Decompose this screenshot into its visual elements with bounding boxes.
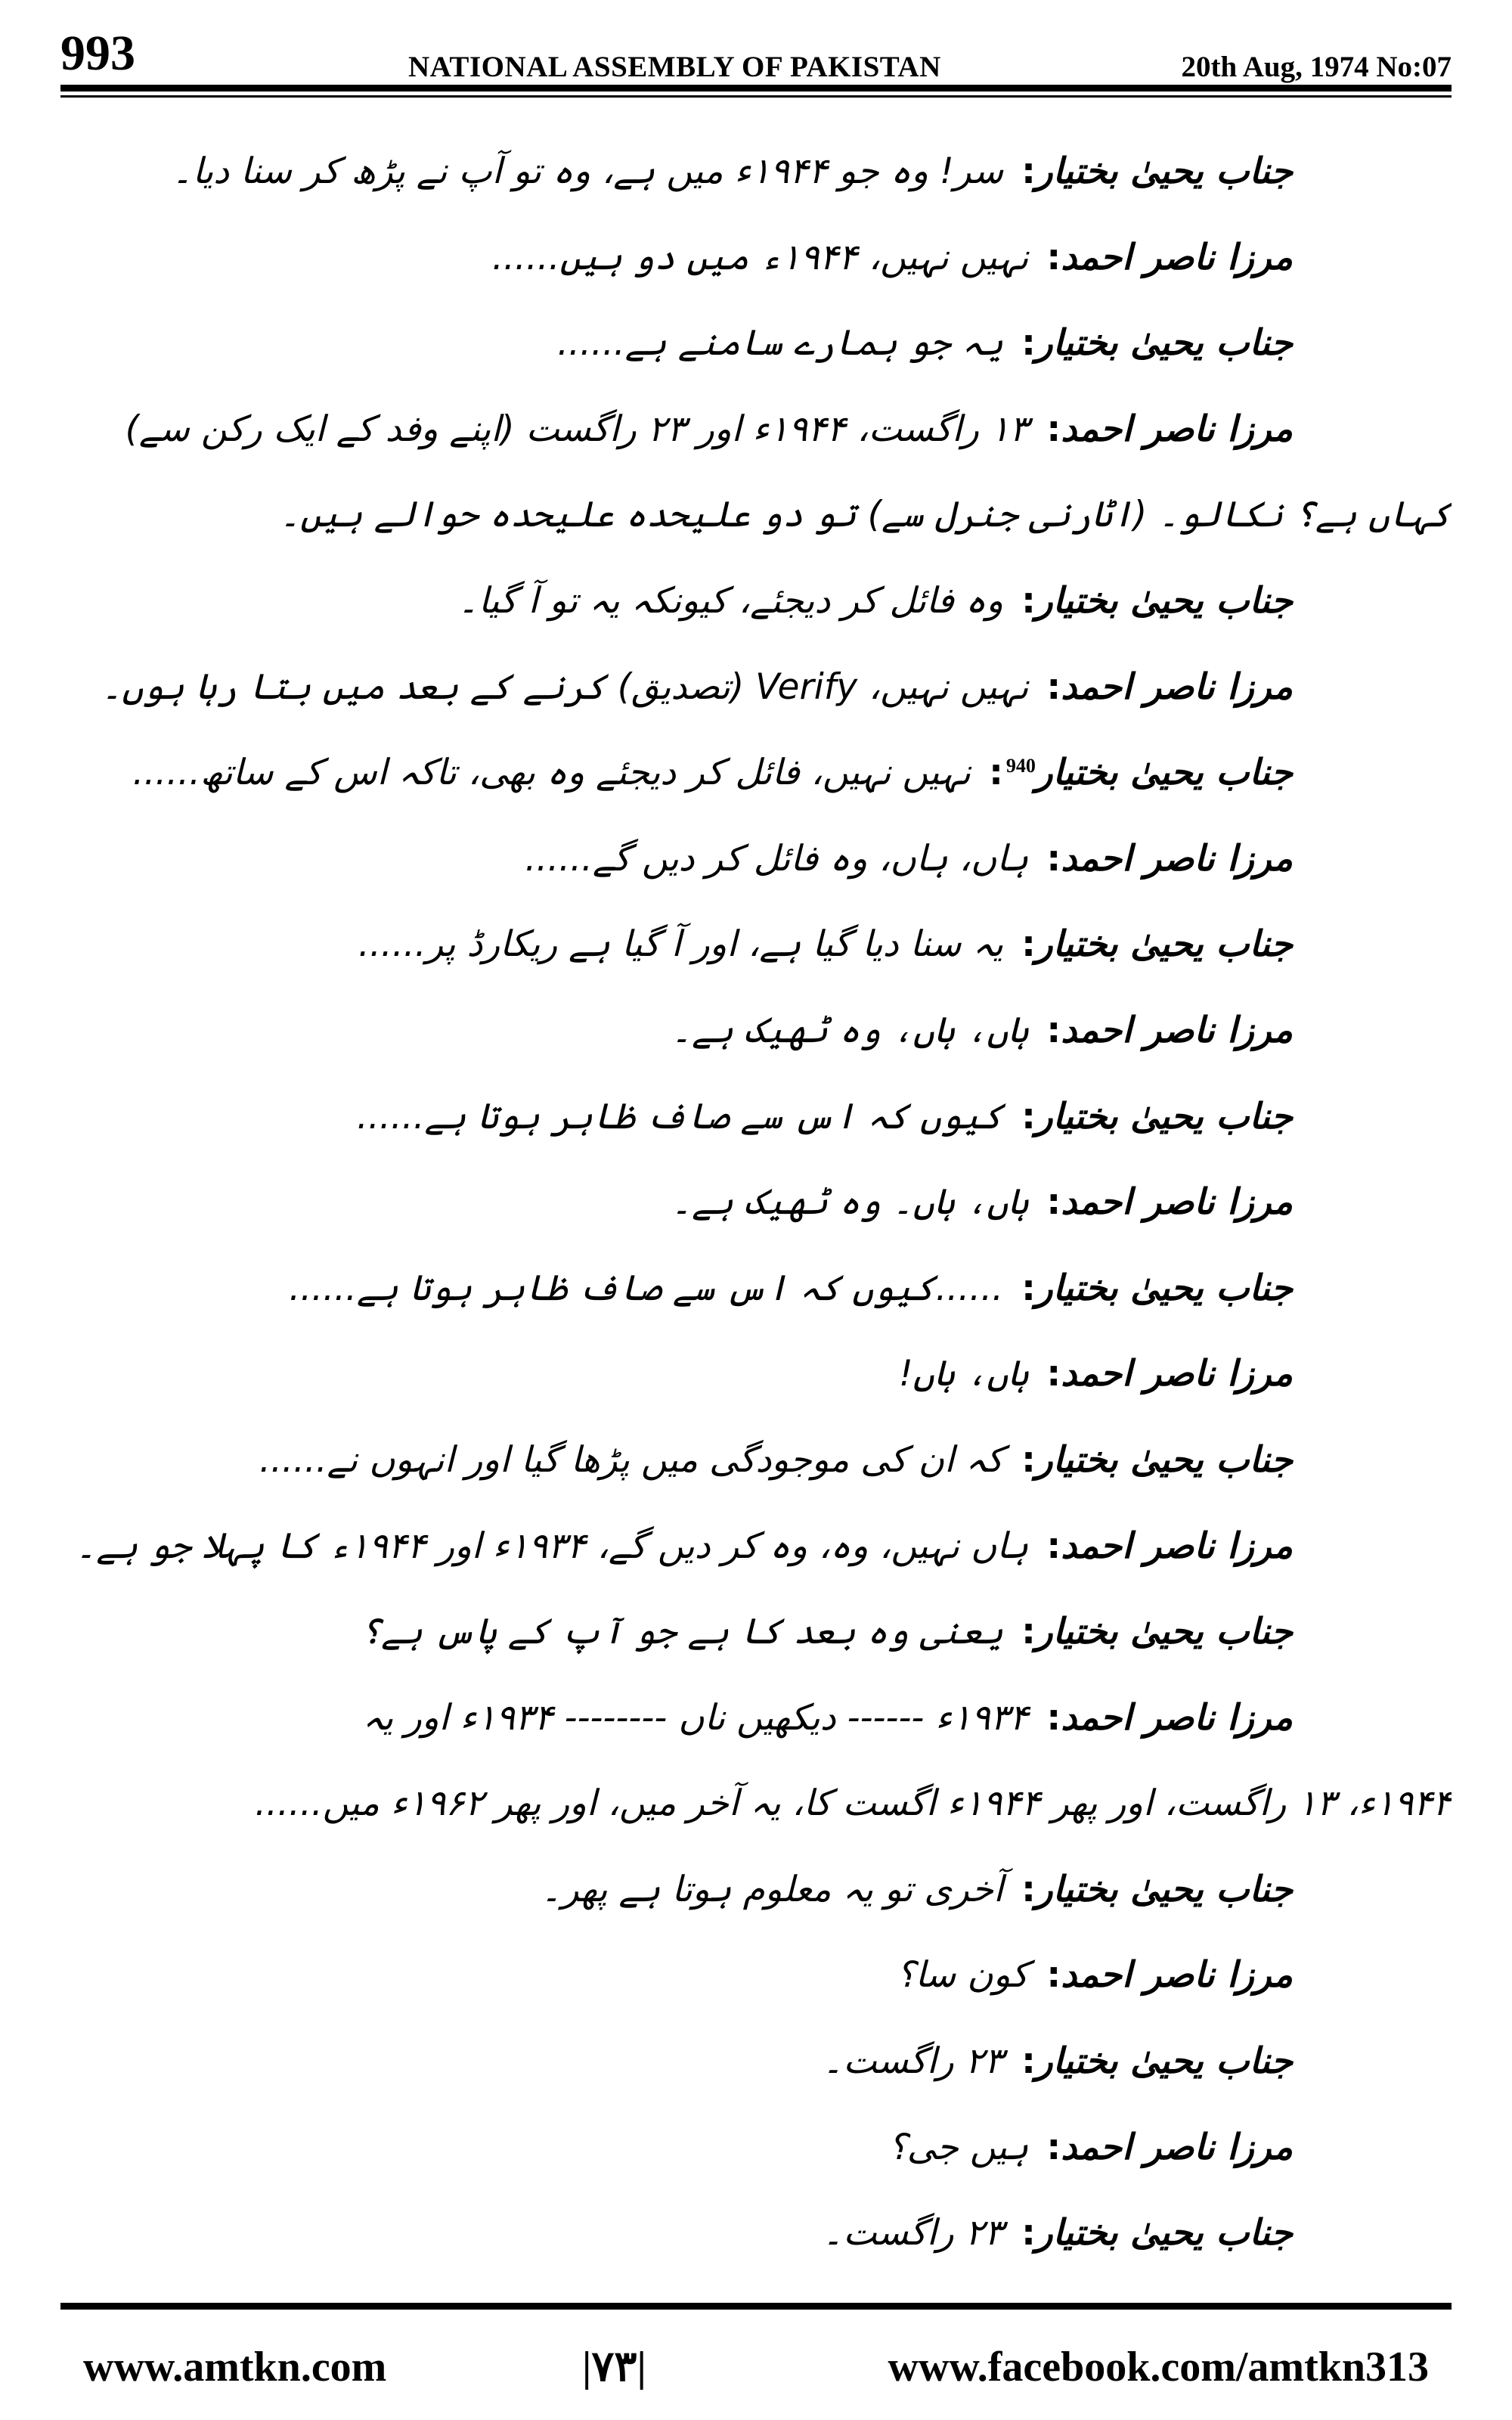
speaker-name: جناب یحییٰ بختیار xyxy=(1035,923,1293,966)
transcript-line xyxy=(60,1246,1452,1332)
transcript-line xyxy=(60,988,1452,1074)
speech-text: کیوں کہ اس سے صاف ظاہر ہوتا ہے...... xyxy=(356,1095,1004,1137)
speaker-separator: : xyxy=(1021,1438,1036,1481)
speaker-separator: : xyxy=(989,752,1003,794)
header-date: 20th Aug, 1974 No:07 xyxy=(1181,51,1452,83)
speech-text: یعنی وہ بعد کا ہے جو آپ کے پاس ہے؟ xyxy=(360,1611,1004,1653)
facebook-link[interactable]: www.facebook.com/amtkn313 xyxy=(888,2344,1429,2391)
speech-text: ہاں، ہاں۔ وہ ٹھیک ہے۔ xyxy=(671,1181,1029,1224)
transcript-line xyxy=(60,1074,1452,1160)
speaker-name: جناب یحییٰ بختیار xyxy=(1035,1611,1293,1653)
speech-text: ۲۳ راگست۔ xyxy=(822,2040,1004,2083)
speaker-name: جناب یحییٰ بختیار xyxy=(1035,1267,1293,1309)
footer-rule xyxy=(60,2303,1452,2310)
speaker-separator: : xyxy=(1046,1525,1061,1567)
speech-text: وہ فائل کر دیجئے، کیونکہ یہ تو آ گیا۔ xyxy=(457,579,1004,622)
speaker-name: مرزا ناصر احمد xyxy=(1061,1525,1293,1567)
transcript-line xyxy=(60,1417,1452,1503)
speech-text: نہیں نہیں، Verify (تصدیق) کرنے کے بعد میں بتا رہا ہوں۔ xyxy=(101,666,1029,708)
speaker-separator: : xyxy=(1046,1009,1061,1051)
transcript-line xyxy=(60,901,1452,988)
transcript-line xyxy=(60,1847,1452,1933)
speech-text: یہ جو ہمارے سامنے ہے...... xyxy=(557,322,1004,365)
transcript-line xyxy=(60,1503,1452,1590)
transcript-line xyxy=(60,129,1452,215)
speech-text: سر! وہ جو ۱۹۴۴ء میں ہے، وہ تو آپ نے پڑھ کر سنا دیا۔ xyxy=(172,150,1004,192)
speaker-name: مرزا ناصر احمد xyxy=(1061,2126,1293,2168)
transcript-line xyxy=(60,300,1452,386)
speaker-name: مرزا ناصر احمد xyxy=(1061,1181,1293,1224)
speaker-separator: : xyxy=(1046,666,1061,708)
website-link[interactable]: www.amtkn.com xyxy=(83,2344,387,2391)
margin-page-note: 940 xyxy=(1005,754,1036,777)
speaker-separator: : xyxy=(1021,1868,1036,1910)
speaker-name: جناب یحییٰ بختیار xyxy=(1035,1095,1293,1137)
speaker-name: مرزا ناصر احمد xyxy=(1061,236,1293,278)
speech-text: ہاں، ہاں، وہ ٹھیک ہے۔ xyxy=(671,1009,1029,1051)
transcript-line xyxy=(60,472,1452,558)
speech-text: نہیں نہیں، ۱۹۴۴ء میں دو ہیں...... xyxy=(491,236,1029,278)
speech-text: ہیں جی؟ xyxy=(888,2126,1029,2168)
speaker-name: مرزا ناصر احمد xyxy=(1061,1353,1293,1395)
speech-text: ہاں، ہاں، وہ فائل کر دیں گے...... xyxy=(525,837,1029,880)
speaker-name: مرزا ناصر احمد xyxy=(1061,1009,1293,1051)
header-rule-thin xyxy=(60,95,1452,98)
speech-text: کون سا؟ xyxy=(896,1954,1029,1996)
transcript-line xyxy=(60,730,1452,816)
speaker-name: جناب یحییٰ بختیار xyxy=(1035,2212,1293,2254)
transcript-line xyxy=(60,386,1452,473)
speaker-separator: : xyxy=(1021,579,1036,622)
speaker-separator: : xyxy=(1021,1611,1036,1653)
speaker-separator: : xyxy=(1021,2212,1036,2254)
page-number: 993 xyxy=(60,26,135,81)
speaker-name: جناب یحییٰ بختیار xyxy=(1035,2040,1293,2083)
speaker-separator: : xyxy=(1021,923,1036,966)
speech-text: ۲۳ راگست۔ xyxy=(822,2212,1004,2254)
transcript-line xyxy=(60,215,1452,301)
transcript xyxy=(60,129,1452,2276)
speaker-separator: : xyxy=(1021,1267,1036,1309)
page-footer xyxy=(60,2337,1452,2397)
speaker-separator: : xyxy=(1021,2040,1036,2083)
speaker-separator: : xyxy=(1046,1954,1061,1996)
speech-text: ......کیوں کہ اس سے صاف ظاہر ہوتا ہے...... xyxy=(289,1267,1004,1309)
speech-text: ۱۹۳۴ء ------ دیکھیں ناں -------- ۱۹۳۴ء اور یہ xyxy=(362,1696,1029,1739)
speaker-name: جناب یحییٰ بختیار xyxy=(1035,1438,1293,1481)
speaker-separator: : xyxy=(1021,1095,1036,1137)
speech-text: ۱۹۴۴ء، ۱۳ راگست، اور پھر ۱۹۴۴ء اگست کا، یہ آخر میں، اور پھر ۱۹۶۲ء میں...... xyxy=(255,1782,1452,1825)
speech-text: کہ ان کی موجودگی میں پڑھا گیا اور انہوں نے...... xyxy=(259,1438,1004,1481)
speaker-separator: : xyxy=(1046,408,1061,450)
transcript-line xyxy=(60,2190,1452,2276)
speaker-name: مرزا ناصر احمد xyxy=(1061,1954,1293,1996)
speaker-separator: : xyxy=(1046,1181,1061,1224)
transcript-line xyxy=(60,1331,1452,1417)
speaker-name: مرزا ناصر احمد xyxy=(1061,408,1293,450)
speaker-name: مرزا ناصر احمد xyxy=(1061,837,1293,880)
transcript-line xyxy=(60,1159,1452,1246)
speaker-separator: : xyxy=(1046,1353,1061,1395)
speaker-separator: : xyxy=(1021,322,1036,365)
speech-text: کہاں ہے؟ نکالو۔ (اٹارنی جنرل سے) تو دو علیحدہ علیحدہ حوالے ہیں۔ xyxy=(279,494,1452,536)
speaker-separator: : xyxy=(1046,837,1061,880)
speaker-name: جناب یحییٰ بختیار xyxy=(1035,150,1293,192)
header-title: NATIONAL ASSEMBLY OF PAKISTAN xyxy=(408,51,941,83)
transcript-line xyxy=(60,1932,1452,2018)
speaker-separator: : xyxy=(1046,236,1061,278)
speaker-separator: : xyxy=(1021,150,1036,192)
speaker-name: جناب یحییٰ بختیار xyxy=(1035,322,1293,365)
header-rule-thick xyxy=(60,85,1452,92)
speech-text: آخری تو یہ معلوم ہوتا ہے پھر۔ xyxy=(541,1868,1004,1910)
speech-text: یہ سنا دیا گیا ہے، اور آ گیا ہے ریکارڈ پر...... xyxy=(358,923,1004,966)
speaker-separator: : xyxy=(1046,1696,1061,1739)
speech-text: ہاں، ہاں! xyxy=(898,1353,1029,1395)
speech-text: ہاں نہیں، وہ، وہ کر دیں گے، ۱۹۳۴ء اور ۱۹۴۴ء کا پہلا جو ہے۔ xyxy=(75,1525,1029,1567)
transcript-line xyxy=(60,558,1452,644)
transcript-line xyxy=(60,2105,1452,2191)
transcript-line xyxy=(60,644,1452,731)
speaker-name: جناب یحییٰ بختیار xyxy=(1035,579,1293,622)
speech-text: ۱۳ راگست، ۱۹۴۴ء اور ۲۳ راگست (اپنے وفد کے ایک رکن سے) xyxy=(125,408,1029,450)
footer-page-mark: |۷۳| xyxy=(582,2344,646,2391)
transcript-line xyxy=(60,1589,1452,1675)
speaker-name: مرزا ناصر احمد xyxy=(1061,666,1293,708)
transcript-line xyxy=(60,1761,1452,1847)
speaker-name: مرزا ناصر احمد xyxy=(1061,1696,1293,1739)
speaker-separator: : xyxy=(1046,2126,1061,2168)
speech-text: نہیں نہیں، فائل کر دیجئے وہ بھی، تاکہ اس کے ساتھ...... xyxy=(132,752,971,794)
speaker-name: جناب یحییٰ بختیار xyxy=(1035,752,1293,794)
transcript-line xyxy=(60,2018,1452,2105)
speaker-name: جناب یحییٰ بختیار xyxy=(1035,1868,1293,1910)
transcript-line xyxy=(60,1675,1452,1761)
transcript-line xyxy=(60,816,1452,902)
